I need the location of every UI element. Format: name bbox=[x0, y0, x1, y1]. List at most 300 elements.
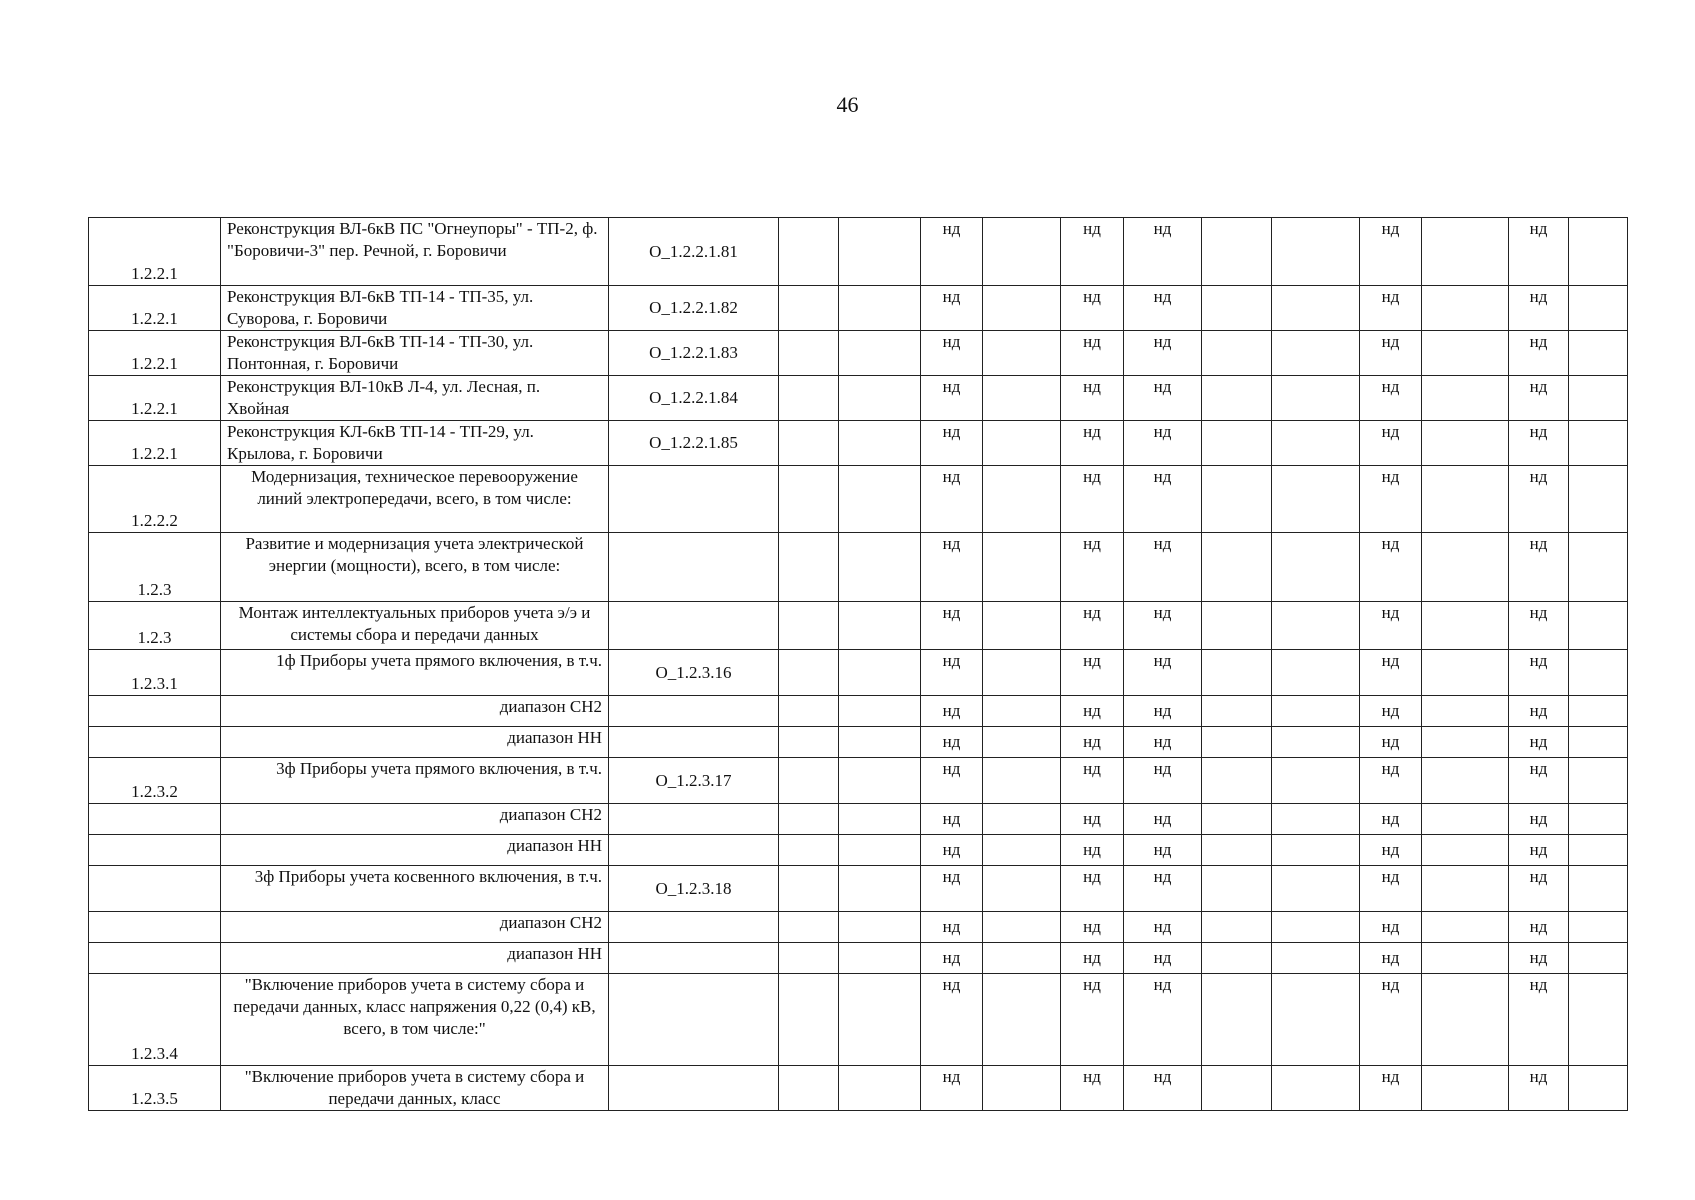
value-cell bbox=[779, 650, 839, 696]
value-cell: нд bbox=[1124, 466, 1202, 533]
value-cell bbox=[1202, 835, 1272, 866]
value-cell bbox=[1422, 218, 1509, 286]
value-cell bbox=[839, 943, 921, 974]
value-cell: нд bbox=[1360, 421, 1422, 466]
value-cell bbox=[1569, 758, 1628, 804]
value-cell bbox=[1272, 533, 1360, 602]
value-cell bbox=[1569, 1066, 1628, 1111]
value-cell bbox=[1202, 696, 1272, 727]
value-cell: нд bbox=[1360, 804, 1422, 835]
value-cell bbox=[839, 218, 921, 286]
value-cell: нд bbox=[1061, 533, 1124, 602]
value-cell: нд bbox=[1360, 602, 1422, 650]
value-cell bbox=[779, 974, 839, 1066]
value-cell bbox=[1422, 835, 1509, 866]
value-cell: нд bbox=[1360, 696, 1422, 727]
value-cell: нд bbox=[1360, 912, 1422, 943]
value-cell bbox=[983, 650, 1061, 696]
value-cell: нд bbox=[1509, 218, 1569, 286]
value-cell: нд bbox=[921, 804, 983, 835]
value-cell: нд bbox=[921, 466, 983, 533]
row-number: 1.2.3.1 bbox=[89, 650, 221, 696]
value-cell bbox=[1569, 727, 1628, 758]
value-cell: нд bbox=[1509, 466, 1569, 533]
value-cell: нд bbox=[1061, 974, 1124, 1066]
value-cell: нд bbox=[1360, 974, 1422, 1066]
table-row bbox=[89, 912, 1628, 943]
value-cell bbox=[1272, 804, 1360, 835]
value-cell: нд bbox=[1509, 331, 1569, 376]
row-number: 1.2.3.2 bbox=[89, 758, 221, 804]
value-cell bbox=[1272, 218, 1360, 286]
value-cell bbox=[839, 421, 921, 466]
value-cell: нд bbox=[1061, 866, 1124, 912]
value-cell bbox=[1569, 466, 1628, 533]
value-cell bbox=[1569, 533, 1628, 602]
value-cell: нд bbox=[921, 331, 983, 376]
value-cell: нд bbox=[921, 943, 983, 974]
value-cell bbox=[839, 376, 921, 421]
table-row bbox=[89, 331, 1628, 376]
value-cell bbox=[779, 835, 839, 866]
table-row bbox=[89, 466, 1628, 533]
value-cell: нд bbox=[1509, 376, 1569, 421]
table-row bbox=[89, 376, 1628, 421]
value-cell: нд bbox=[1509, 602, 1569, 650]
value-cell bbox=[779, 804, 839, 835]
row-name: диапазон СН2 bbox=[221, 912, 609, 943]
value-cell bbox=[1422, 727, 1509, 758]
value-cell: нд bbox=[1124, 650, 1202, 696]
value-cell bbox=[1569, 421, 1628, 466]
value-cell bbox=[1272, 974, 1360, 1066]
value-cell bbox=[1272, 835, 1360, 866]
value-cell: нд bbox=[921, 727, 983, 758]
row-name: Реконструкция ВЛ-10кВ Л-4, ул. Лесная, п. Хвойная bbox=[221, 376, 609, 421]
value-cell bbox=[1422, 602, 1509, 650]
value-cell bbox=[1272, 650, 1360, 696]
page-number: 46 bbox=[836, 92, 859, 117]
value-cell bbox=[1569, 804, 1628, 835]
value-cell: нд bbox=[1124, 727, 1202, 758]
value-cell bbox=[983, 835, 1061, 866]
value-cell bbox=[779, 286, 839, 331]
value-cell bbox=[983, 866, 1061, 912]
value-cell bbox=[779, 943, 839, 974]
value-cell: нд bbox=[1509, 758, 1569, 804]
value-cell: нд bbox=[1124, 835, 1202, 866]
value-cell: нд bbox=[921, 835, 983, 866]
value-cell bbox=[983, 974, 1061, 1066]
value-cell bbox=[839, 804, 921, 835]
value-cell: нд bbox=[921, 602, 983, 650]
table-row bbox=[89, 696, 1628, 727]
value-cell: нд bbox=[1509, 533, 1569, 602]
value-cell: нд bbox=[1509, 286, 1569, 331]
value-cell: нд bbox=[1360, 533, 1422, 602]
value-cell: нд bbox=[1124, 331, 1202, 376]
value-cell bbox=[983, 218, 1061, 286]
value-cell bbox=[1202, 376, 1272, 421]
value-cell: нд bbox=[1509, 1066, 1569, 1111]
value-cell: нд bbox=[921, 912, 983, 943]
value-cell bbox=[983, 804, 1061, 835]
value-cell: нд bbox=[1124, 866, 1202, 912]
value-cell: нд bbox=[1360, 758, 1422, 804]
value-cell: нд bbox=[1509, 912, 1569, 943]
value-cell: нд bbox=[1360, 331, 1422, 376]
value-cell: нд bbox=[1061, 376, 1124, 421]
value-cell bbox=[839, 912, 921, 943]
value-cell: нд bbox=[1360, 835, 1422, 866]
row-number: 1.2.3 bbox=[89, 533, 221, 602]
value-cell bbox=[1202, 1066, 1272, 1111]
value-cell bbox=[1569, 218, 1628, 286]
value-cell bbox=[779, 912, 839, 943]
row-number bbox=[89, 804, 221, 835]
value-cell bbox=[983, 912, 1061, 943]
row-name: диапазон НН bbox=[221, 835, 609, 866]
table-row bbox=[89, 602, 1628, 650]
value-cell bbox=[779, 466, 839, 533]
value-cell bbox=[983, 1066, 1061, 1111]
value-cell bbox=[1422, 286, 1509, 331]
value-cell bbox=[1569, 331, 1628, 376]
row-code bbox=[609, 466, 779, 533]
value-cell bbox=[839, 696, 921, 727]
value-cell bbox=[839, 602, 921, 650]
value-cell bbox=[839, 727, 921, 758]
row-name: диапазон НН bbox=[221, 727, 609, 758]
value-cell bbox=[1422, 331, 1509, 376]
row-code bbox=[609, 727, 779, 758]
table-row bbox=[89, 835, 1628, 866]
row-name: "Включение приборов учета в систему сбора и передачи данных, класс напряжения 0,22 (0,4) кВ, всего, в том числе:" bbox=[221, 974, 609, 1066]
value-cell bbox=[1202, 866, 1272, 912]
value-cell bbox=[779, 758, 839, 804]
table-row bbox=[89, 1066, 1628, 1111]
value-cell: нд bbox=[1360, 376, 1422, 421]
value-cell: нд bbox=[921, 758, 983, 804]
row-name: Реконструкция ВЛ-6кВ ТП-14 - ТП-30, ул. Понтонная, г. Боровичи bbox=[221, 331, 609, 376]
value-cell: нд bbox=[1124, 602, 1202, 650]
value-cell bbox=[1422, 758, 1509, 804]
value-cell bbox=[779, 696, 839, 727]
value-cell bbox=[1202, 727, 1272, 758]
value-cell bbox=[839, 835, 921, 866]
value-cell: нд bbox=[1360, 650, 1422, 696]
value-cell: нд bbox=[1124, 218, 1202, 286]
value-cell bbox=[983, 421, 1061, 466]
value-cell bbox=[1202, 286, 1272, 331]
value-cell bbox=[983, 376, 1061, 421]
table-row bbox=[89, 866, 1628, 912]
value-cell bbox=[839, 974, 921, 1066]
value-cell bbox=[779, 602, 839, 650]
table-row bbox=[89, 650, 1628, 696]
value-cell bbox=[1202, 533, 1272, 602]
value-cell: нд bbox=[1124, 1066, 1202, 1111]
row-code: О_1.2.3.16 bbox=[609, 650, 779, 696]
value-cell: нд bbox=[921, 533, 983, 602]
row-number: 1.2.3.5 bbox=[89, 1066, 221, 1111]
row-code: О_1.2.2.1.81 bbox=[609, 218, 779, 286]
value-cell: нд bbox=[921, 1066, 983, 1111]
value-cell bbox=[1272, 376, 1360, 421]
value-cell: нд bbox=[1124, 286, 1202, 331]
table-row bbox=[89, 421, 1628, 466]
table-row bbox=[89, 218, 1628, 286]
value-cell: нд bbox=[1124, 758, 1202, 804]
value-cell bbox=[839, 466, 921, 533]
row-name: Развитие и модернизация учета электрической энергии (мощности), всего, в том числе: bbox=[221, 533, 609, 602]
value-cell bbox=[1272, 286, 1360, 331]
value-cell: нд bbox=[1061, 286, 1124, 331]
row-code bbox=[609, 533, 779, 602]
value-cell bbox=[983, 286, 1061, 331]
row-code: О_1.2.3.18 bbox=[609, 866, 779, 912]
value-cell bbox=[983, 602, 1061, 650]
value-cell: нд bbox=[1061, 727, 1124, 758]
row-number: 1.2.3 bbox=[89, 602, 221, 650]
row-code: О_1.2.2.1.85 bbox=[609, 421, 779, 466]
value-cell: нд bbox=[921, 866, 983, 912]
value-cell bbox=[1569, 696, 1628, 727]
value-cell bbox=[1422, 866, 1509, 912]
value-cell bbox=[1272, 943, 1360, 974]
table-row bbox=[89, 533, 1628, 602]
value-cell bbox=[779, 331, 839, 376]
row-code: О_1.2.3.17 bbox=[609, 758, 779, 804]
value-cell bbox=[1422, 974, 1509, 1066]
value-cell: нд bbox=[921, 696, 983, 727]
value-cell bbox=[1422, 421, 1509, 466]
row-code bbox=[609, 943, 779, 974]
row-number: 1.2.2.1 bbox=[89, 286, 221, 331]
value-cell: нд bbox=[1061, 943, 1124, 974]
row-code bbox=[609, 602, 779, 650]
value-cell bbox=[1422, 1066, 1509, 1111]
value-cell bbox=[839, 331, 921, 376]
value-cell bbox=[983, 466, 1061, 533]
value-cell bbox=[839, 866, 921, 912]
value-cell bbox=[1272, 421, 1360, 466]
row-number bbox=[89, 727, 221, 758]
value-cell bbox=[1422, 376, 1509, 421]
value-cell: нд bbox=[1360, 1066, 1422, 1111]
row-code: О_1.2.2.1.83 bbox=[609, 331, 779, 376]
value-cell: нд bbox=[1061, 912, 1124, 943]
value-cell bbox=[1422, 466, 1509, 533]
value-cell bbox=[983, 727, 1061, 758]
value-cell: нд bbox=[1509, 421, 1569, 466]
value-cell: нд bbox=[1124, 804, 1202, 835]
value-cell bbox=[1202, 602, 1272, 650]
value-cell bbox=[779, 533, 839, 602]
value-cell bbox=[1272, 866, 1360, 912]
value-cell bbox=[1422, 696, 1509, 727]
value-cell bbox=[779, 727, 839, 758]
value-cell bbox=[839, 533, 921, 602]
row-number bbox=[89, 835, 221, 866]
value-cell bbox=[1272, 466, 1360, 533]
table-row bbox=[89, 286, 1628, 331]
value-cell: нд bbox=[1061, 331, 1124, 376]
value-cell: нд bbox=[1360, 218, 1422, 286]
row-number bbox=[89, 696, 221, 727]
value-cell: нд bbox=[1509, 974, 1569, 1066]
value-cell bbox=[1272, 727, 1360, 758]
value-cell: нд bbox=[1509, 943, 1569, 974]
table-row bbox=[89, 758, 1628, 804]
value-cell bbox=[779, 376, 839, 421]
value-cell: нд bbox=[1509, 866, 1569, 912]
value-cell: нд bbox=[1124, 943, 1202, 974]
value-cell: нд bbox=[1061, 602, 1124, 650]
table-row bbox=[89, 804, 1628, 835]
row-number: 1.2.2.1 bbox=[89, 421, 221, 466]
value-cell bbox=[1569, 835, 1628, 866]
value-cell: нд bbox=[1061, 696, 1124, 727]
value-cell: нд bbox=[1061, 650, 1124, 696]
value-cell: нд bbox=[1509, 727, 1569, 758]
value-cell bbox=[1202, 421, 1272, 466]
value-cell bbox=[1202, 650, 1272, 696]
value-cell: нд bbox=[1509, 835, 1569, 866]
value-cell bbox=[1422, 943, 1509, 974]
table-row bbox=[89, 974, 1628, 1066]
value-cell: нд bbox=[1124, 974, 1202, 1066]
value-cell bbox=[1569, 286, 1628, 331]
value-cell bbox=[839, 650, 921, 696]
value-cell bbox=[1422, 912, 1509, 943]
value-cell: нд bbox=[1509, 804, 1569, 835]
value-cell bbox=[983, 943, 1061, 974]
value-cell: нд bbox=[1509, 650, 1569, 696]
row-name: диапазон СН2 bbox=[221, 696, 609, 727]
value-cell bbox=[1202, 466, 1272, 533]
value-cell: нд bbox=[1061, 421, 1124, 466]
value-cell bbox=[1202, 758, 1272, 804]
row-name: "Включение приборов учета в систему сбора и передачи данных, класс bbox=[221, 1066, 609, 1111]
value-cell bbox=[1272, 758, 1360, 804]
row-number: 1.2.2.1 bbox=[89, 331, 221, 376]
value-cell: нд bbox=[1061, 218, 1124, 286]
row-name: диапазон НН bbox=[221, 943, 609, 974]
value-cell bbox=[779, 1066, 839, 1111]
row-name: 1ф Приборы учета прямого включения, в т.ч. bbox=[221, 650, 609, 696]
value-cell: нд bbox=[921, 650, 983, 696]
value-cell bbox=[983, 533, 1061, 602]
value-cell bbox=[839, 758, 921, 804]
row-number bbox=[89, 943, 221, 974]
value-cell bbox=[839, 286, 921, 331]
row-name: Модернизация, техническое перевооружение линий электропередачи, всего, в том числе: bbox=[221, 466, 609, 533]
row-code: О_1.2.2.1.84 bbox=[609, 376, 779, 421]
value-cell bbox=[1569, 602, 1628, 650]
table-row bbox=[89, 727, 1628, 758]
value-cell: нд bbox=[1124, 421, 1202, 466]
value-cell bbox=[1422, 533, 1509, 602]
value-cell bbox=[779, 866, 839, 912]
value-cell: нд bbox=[921, 974, 983, 1066]
row-name: 3ф Приборы учета прямого включения, в т.ч. bbox=[221, 758, 609, 804]
value-cell: нд bbox=[1360, 727, 1422, 758]
row-number: 1.2.3.4 bbox=[89, 974, 221, 1066]
value-cell bbox=[839, 1066, 921, 1111]
row-number bbox=[89, 912, 221, 943]
row-name: Монтаж интеллектуальных приборов учета э/э и системы сбора и передачи данных bbox=[221, 602, 609, 650]
value-cell bbox=[1569, 650, 1628, 696]
value-cell: нд bbox=[1360, 466, 1422, 533]
value-cell bbox=[983, 758, 1061, 804]
value-cell bbox=[1422, 650, 1509, 696]
value-cell bbox=[1202, 912, 1272, 943]
value-cell: нд bbox=[921, 218, 983, 286]
value-cell bbox=[1272, 696, 1360, 727]
value-cell: нд bbox=[1360, 286, 1422, 331]
value-cell bbox=[1202, 974, 1272, 1066]
value-cell: нд bbox=[1061, 835, 1124, 866]
row-code: О_1.2.2.1.82 bbox=[609, 286, 779, 331]
value-cell bbox=[1272, 602, 1360, 650]
value-cell bbox=[1569, 943, 1628, 974]
value-cell bbox=[1202, 331, 1272, 376]
value-cell: нд bbox=[1360, 866, 1422, 912]
row-number: 1.2.2.1 bbox=[89, 376, 221, 421]
value-cell: нд bbox=[1360, 943, 1422, 974]
value-cell bbox=[1202, 804, 1272, 835]
value-cell: нд bbox=[921, 421, 983, 466]
row-name: Реконструкция ВЛ-6кВ ТП-14 - ТП-35, ул. Суворова, г. Боровичи bbox=[221, 286, 609, 331]
value-cell bbox=[1569, 376, 1628, 421]
value-cell bbox=[1272, 1066, 1360, 1111]
row-code bbox=[609, 974, 779, 1066]
table-row bbox=[89, 943, 1628, 974]
investment-program-table bbox=[88, 217, 1628, 1111]
value-cell: нд bbox=[1061, 758, 1124, 804]
row-name: 3ф Приборы учета косвенного включения, в т.ч. bbox=[221, 866, 609, 912]
value-cell: нд bbox=[921, 286, 983, 331]
row-number: 1.2.2.1 bbox=[89, 218, 221, 286]
value-cell: нд bbox=[1061, 1066, 1124, 1111]
value-cell: нд bbox=[921, 376, 983, 421]
value-cell: нд bbox=[1061, 466, 1124, 533]
value-cell: нд bbox=[1124, 696, 1202, 727]
row-number bbox=[89, 866, 221, 912]
row-code bbox=[609, 696, 779, 727]
value-cell bbox=[779, 218, 839, 286]
value-cell bbox=[1569, 974, 1628, 1066]
value-cell bbox=[1272, 331, 1360, 376]
value-cell bbox=[1272, 912, 1360, 943]
row-code bbox=[609, 1066, 779, 1111]
row-name: Реконструкция КЛ-6кВ ТП-14 - ТП-29, ул. Крылова, г. Боровичи bbox=[221, 421, 609, 466]
row-name: диапазон СН2 bbox=[221, 804, 609, 835]
row-name: Реконструкция ВЛ-6кВ ПС "Огнеупоры" - ТП-2, ф. "Боровичи-3" пер. Речной, г. Боровичи bbox=[221, 218, 609, 286]
value-cell bbox=[983, 331, 1061, 376]
row-code bbox=[609, 804, 779, 835]
value-cell: нд bbox=[1061, 804, 1124, 835]
value-cell bbox=[1422, 804, 1509, 835]
value-cell: нд bbox=[1124, 912, 1202, 943]
value-cell bbox=[1569, 912, 1628, 943]
value-cell: нд bbox=[1509, 696, 1569, 727]
row-code bbox=[609, 835, 779, 866]
row-number: 1.2.2.2 bbox=[89, 466, 221, 533]
value-cell bbox=[1202, 943, 1272, 974]
value-cell: нд bbox=[1124, 376, 1202, 421]
